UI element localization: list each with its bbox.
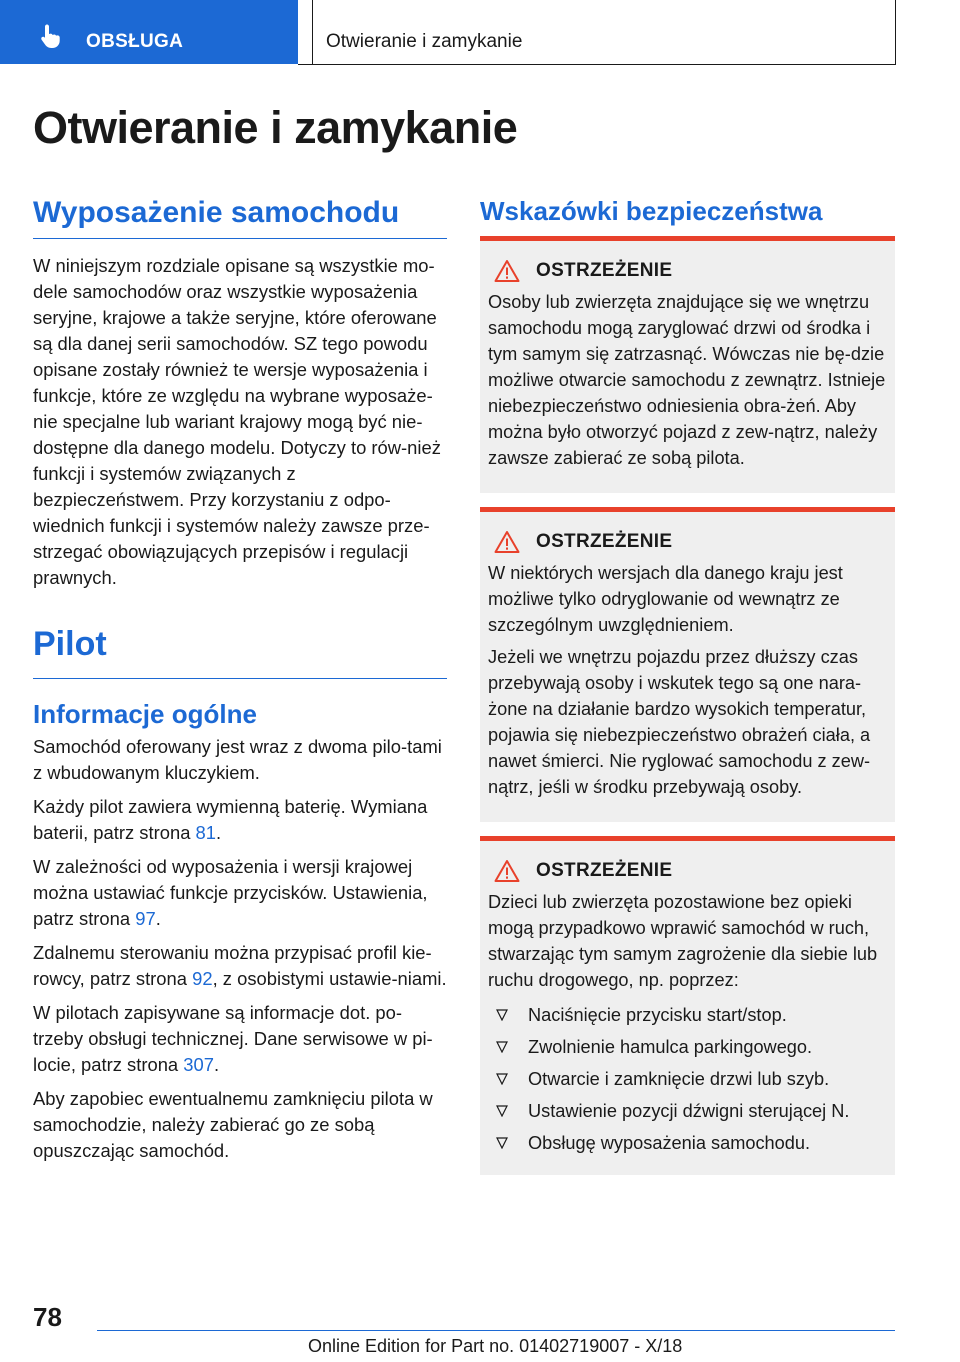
warning-triangle-icon: [494, 859, 520, 883]
warning-header: [488, 859, 887, 883]
warning-box: [480, 236, 895, 493]
pointing-hand-icon: [40, 23, 64, 49]
left-column: [33, 196, 447, 1172]
page-reference-link[interactable]: 92: [192, 968, 213, 989]
section-label: OBSŁUGA: [86, 31, 184, 52]
page-reference-link[interactable]: 97: [135, 908, 156, 929]
page-number: 78: [33, 1302, 62, 1332]
bullet-triangle-icon: [496, 1137, 508, 1149]
warning-triangle-icon: [494, 259, 520, 283]
paragraph: Samochód oferowany jest wraz z dwoma pilo-tami z wbudowanym kluczykiem.: [33, 736, 442, 783]
bullet-triangle-icon: [496, 1105, 508, 1117]
header-divider: [895, 0, 896, 65]
equipment-heading: Wyposażenie samochodu: [33, 196, 447, 239]
paragraph: Zdalnemu sterowaniu można przypisać profil kie-rowcy, patrz strona 92, z osobistymi ustawie-niami.: [33, 942, 447, 989]
safety-heading: Wskazówki bezpieczeństwa: [480, 196, 823, 226]
paragraph: Aby zapobiec ewentualnemu zamknięciu pilota w samochodzie, należy zabierać go ze sobą opuszczając samochód.: [33, 1088, 433, 1161]
edition-note: Online Edition for Part no. 01402719007 - X/18: [308, 1336, 683, 1356]
bullet-triangle-icon: [496, 1041, 508, 1053]
warning-title: OSTRZEŻENIE: [536, 260, 673, 281]
warning-box: [480, 836, 895, 1175]
section-tab[interactable]: [0, 0, 298, 64]
warning-title: OSTRZEŻENIE: [536, 860, 673, 881]
bullet-triangle-icon: [496, 1009, 508, 1021]
list-item: Otwarcie i zamknięcie drzwi lub szyb.: [496, 1063, 887, 1095]
list-item: Naciśnięcie przycisku start/stop.: [496, 999, 887, 1031]
header-underline: [298, 64, 896, 65]
list-item: Obsługę wyposażenia samochodu.: [496, 1127, 887, 1159]
warning-header: [488, 259, 887, 283]
page-title: Otwieranie i zamykanie: [33, 102, 518, 153]
warning-text: Dzieci lub zwierzęta pozostawione bez opieki mogą przypadkowo wprawić samochód w ruch, stwarzając tym samym zagrożenie dla siebie lub ruchu drogowego, np. poprzez:: [488, 892, 878, 990]
list-item: Ustawienie pozycji dźwigni sterującej N.: [496, 1095, 887, 1127]
right-column: [480, 196, 895, 1189]
page-reference-link[interactable]: 307: [183, 1054, 214, 1075]
chapter-title: Otwieranie i zamykanie: [326, 31, 523, 52]
warning-title: OSTRZEŻENIE: [536, 531, 673, 552]
bullet-triangle-icon: [496, 1073, 508, 1085]
warning-text: W niektórych wersjach dla danego kraju jest możliwe tylko odryglowanie od wewnątrz ze szczególnym uwzględnieniem.: [488, 563, 843, 635]
footer-rule: [97, 1330, 895, 1331]
page-header: [0, 0, 960, 66]
paragraph: W zależności od wyposażenia i wersji krajowej można ustawiać funkcje przycisków. Ustawienia, patrz strona 97.: [33, 856, 428, 929]
warning-header: [488, 530, 887, 554]
warning-text: Osoby lub zwierzęta znajdujące się we wnętrzu samochodu mogą zaryglować drzwi od środka i tym samym się zatrzasnąć. Wówczas nie bę-dzie możliwe otwarcie samochodu z zewnątrz. Istnieje niebezpieczeństwo odniesienia obra-żeń. Aby można było otworzyć pojazd z zew-nątrz, należy zawsze zabierać ze sobą pilota.: [488, 292, 886, 468]
general-info-heading: Informacje ogólne: [33, 699, 257, 729]
paragraph: Każdy pilot zawiera wymienną baterię. Wymiana baterii, patrz strona 81.: [33, 796, 428, 843]
paragraph: W pilotach zapisywane są informacje dot. po-trzeby obsługi technicznej. Dane serwisowe w pi-locie, patrz strona 307.: [33, 1002, 433, 1075]
warning-triangle-icon: [494, 530, 520, 554]
page-reference-link[interactable]: 81: [195, 822, 216, 843]
warning-box: [480, 507, 895, 822]
warning-text: Jeżeli we wnętrzu pojazdu przez dłuższy czas przebywają osoby i wskutek tego są one nara-żone na działanie bardzo wysokich temperatur, pojawia się niebezpieczeństwo obrażeń ciała, a nawet śmierci. Nie ryglować samochodu z zew-nątrz, jeśli w środku przebywają osoby.: [488, 647, 871, 797]
equipment-paragraph: W niniejszym rozdziale opisane są wszystkie mo-dele samochodów oraz wszystkie wyposażenia seryjne, krajowe a także seryjne, które oferowane są dla danej serii samochodów. SZ tego powodu opisane zostały również te wersje wyposażenia i funkcje, które ze względu na wybrane wyposaże-nie specjalne lub wariant krajowy mogą być nie-dostępne dla danego modelu. Dotyczy to rów-nież funkcji i systemów związanych z bezpieczeństwem. Przy korzystaniu z odpo-wiednich funkcji i systemów należy zawsze prze-strzegać obowiązujących przepisów i regulacji prawnych.: [33, 255, 441, 588]
header-divider: [312, 0, 313, 64]
warning-list: [488, 999, 887, 1159]
list-item: Zwolnienie hamulca parkingowego.: [496, 1031, 887, 1063]
pilot-heading: Pilot: [33, 625, 447, 679]
